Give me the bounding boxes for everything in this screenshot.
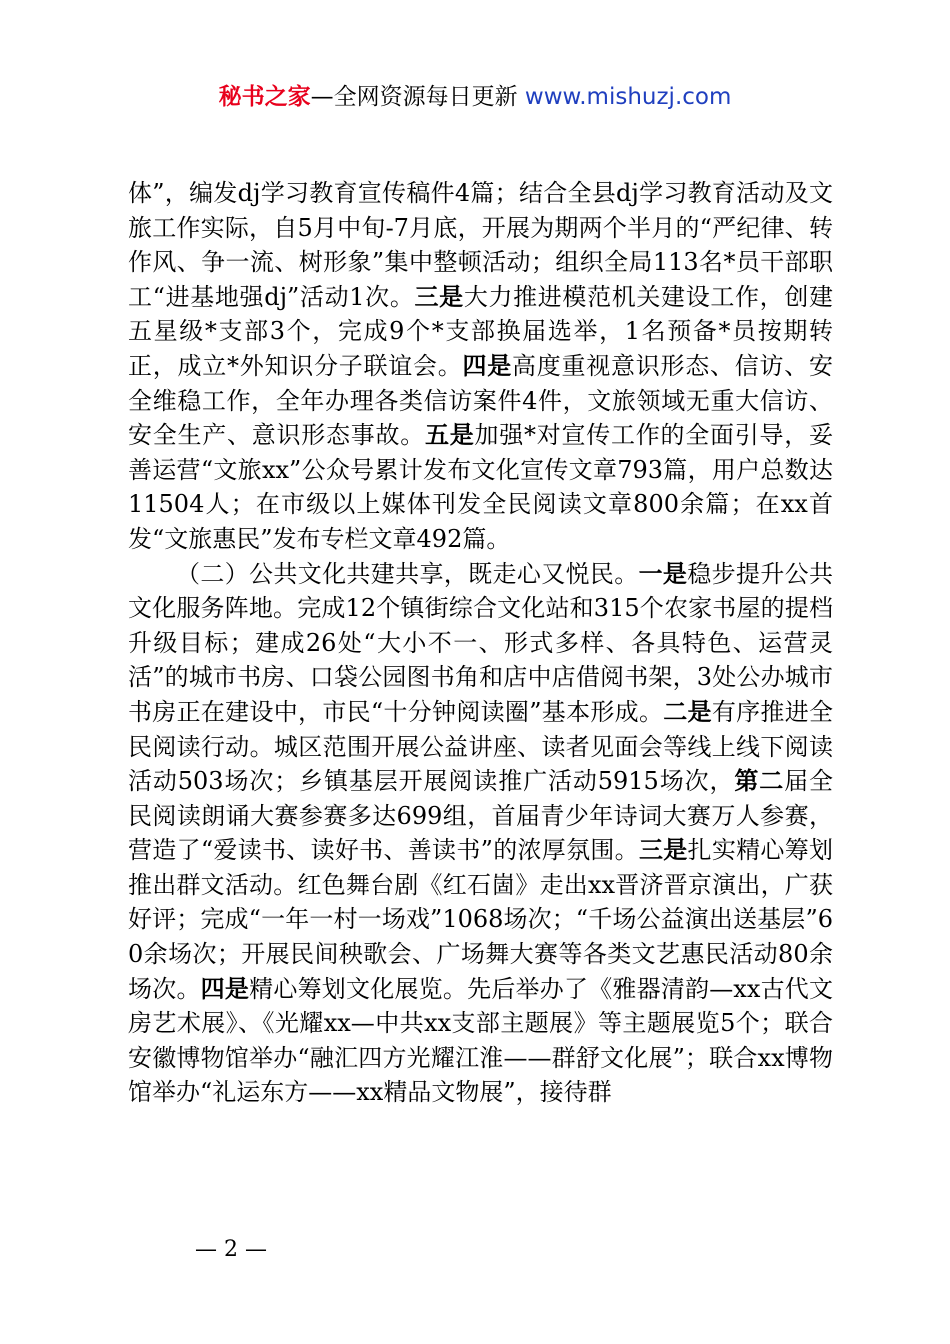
section-heading: （二）公共文化共建共享，既走心又悦民。	[176, 559, 639, 588]
keyword-four: 四是	[462, 350, 512, 380]
header-url-link[interactable]: www.mishuzj.com	[524, 84, 732, 110]
keyword-three-b: 三是	[638, 835, 688, 865]
keyword-five: 五是	[425, 420, 475, 450]
keyword-two: 二是	[663, 696, 712, 726]
page-header	[0, 80, 950, 114]
paragraph-1: 体”，编发dj学习教育宣传稿件4篇；结合全县dj学习教育活动及文旅工作实际，自5月中旬-7月底，开展为期两个半月的“严纪律、转作风、争一流、树形象”集中整顿活动；组织全局113名*员干部职工“进基地强dj”活动1次。三是大力推进模范机关建设工作，创建五星级*支部3个，完成9个*支部换届选举，1名预备*员按期转正，成立*外知识分子联谊会。四是高度重视意识形态、信访、安全维稳工作，全年办理各类信访案件4件，文旅领域无重大信访、安全生产、意识形态事故。五是加强*对宣传工作的全面引导，妥善运营“文旅xx”公众号累计发布文化宣传文章793篇，用户总数达11504人；在市级以上媒体刊发全民阅读文章800余篇；在xx首发“文旅惠民”发布专栏文章492篇。	[128, 179, 833, 553]
header-tagline: —全网资源每日更新	[310, 84, 518, 110]
header-brand: 秘书之家	[218, 84, 311, 110]
keyword-second: 第二	[734, 766, 785, 796]
keyword-three: 三是	[414, 281, 464, 311]
paragraph-2: （二）公共文化共建共享，既走心又悦民。一是稳步提升公共文化服务阵地。完成12个镇街综合文化站和315个农家书屋的提档升级目标；建成26处“大小不一、形式多样、各具特色、运营灵活”的城市书房、口袋公园图书角和店中店借阅书架，3处公办城市书房正在建设中，市民“十分钟阅读圈”基本形成。二是有序推进全民阅读行动。城区范围开展公益讲座、读者见面会等线上线下阅读活动503场次；乡镇基层开展阅读推广活动5915场次，第二届全民阅读朗诵大赛参赛多达699组，首届青少年诗词大赛万人参赛，营造了“爱读书、读好书、善读书”的浓厚氛围。三是扎实精心筹划推出群文活动。红色舞台剧《红石崮》走出xx晋济晋京演出，广获好评；完成“一年一村一场戏”1068场次；“千场公益演出送基层”60余场次；开展民间秧歌会、广场舞大赛等各类文艺惠民活动80余场次。四是精心筹划文化展览。先后举办了《雅器清韵—xx古代文房艺术展》、《光耀xx—中共xx支部主题展》等主题展览5个；联合安徽博物馆举办“融汇四方光耀江淮——群舒文化展”；联合xx博物馆举办“礼运东方——xx精品文物展”，接待群	[128, 558, 834, 1107]
keyword-four-b: 四是	[200, 973, 250, 1003]
document-body	[128, 176, 833, 1110]
keyword-one: 一是	[638, 558, 688, 588]
page-number: — 2 —	[195, 1237, 267, 1262]
